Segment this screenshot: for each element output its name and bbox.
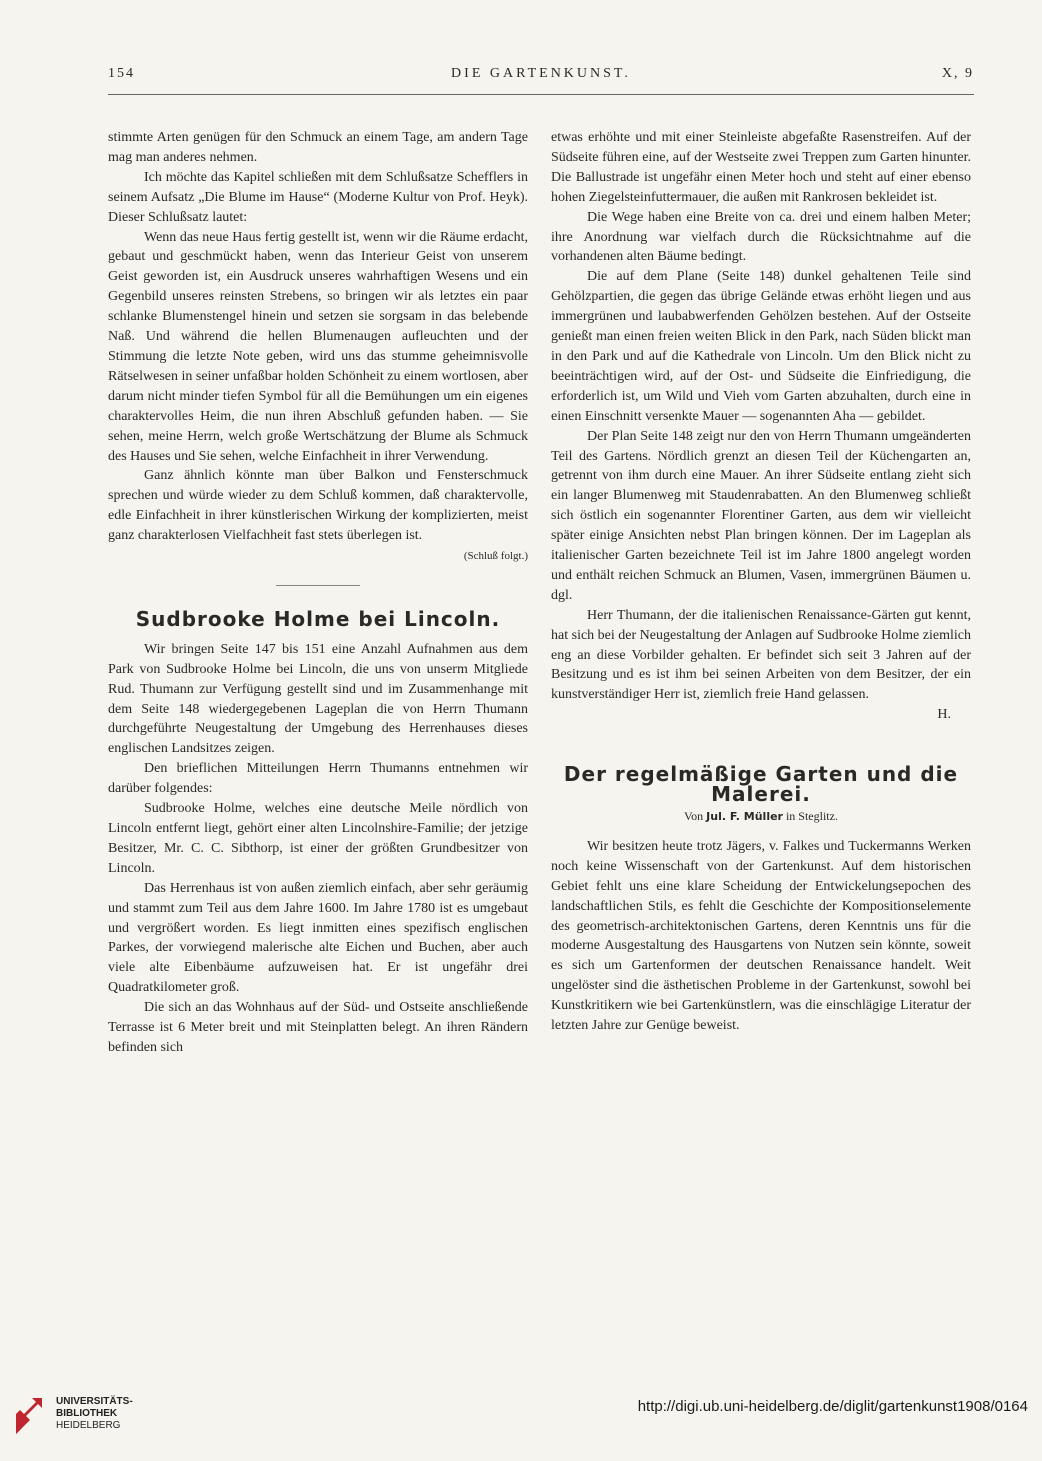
header-rule [108, 94, 974, 95]
logo-line: BIBLIOTHEK [56, 1408, 118, 1419]
paragraph: Die auf dem Plane (Seite 148) dunkel gehaltenen Teile sind Gehölzpartien, die gegen das übrige Gelände etwas erhöht liegen und aus immergrünen und laubabwerfenden Gehölzen bestehen. Auf der Ostseite genießt man einen freien weiten Blick in den Park, nach Süden blickt man in den Park und auf die Kathedrale von Lincoln. Um den Blick nicht zu beeinträchtigen wird, auf der Ost- und Südseite die Einfriedigung, die erforderlich ist, um Wild und Vieh vom Garten abzuhalten, durch eine in einen Einschnitt versenkte Mauer — sogenannten Aha — gebildet. [551, 269, 971, 424]
paragraph: stimmte Arten genügen für den Schmuck an einem Tage, am andern Tage mag man anderes nehmen. [108, 130, 528, 165]
logo-line: HEIDELBERG [56, 1420, 121, 1431]
paragraph: Wir besitzen heute trotz Jägers, v. Falkes und Tuckermanns Werken noch keine Wissenschaft von der Gartenkunst. Auf dem historischen Gebiet fehlt uns eine klare Scheidung der Entwickelungsepochen des landschaftlichen Stils, es fehlt die Geschichte der Kompositionselemente des geometrisch-architektonischen Gartens, deren Kenntnis uns für die moderne Ausgestaltung des Hausgartens von Nutzen sein könnte, soweit es sich um Gartenformen der deutschen Renaissance handelt. Weit ungelöster sind die ästhetischen Probleme in der Gartenkunst, sowohl bei Kunstkritikern wie bei Gartenkünstlern, was die einschlägige Literatur der letzten Jahre zur Genüge beweist. [551, 838, 971, 1034]
byline [551, 807, 971, 827]
page-number: 154 [108, 66, 135, 81]
paragraph: etwas erhöhte und mit einer Steinleiste abgefaßte Rasenstreifen. Auf der Südseite führen eine, auf der Westseite zwei Treppen zum Garten hinunter. Die Ballustrade ist ungefähr einen Meter hoch und steht auf einer ebenso hohen Ziegelsteinfuttermauer, die außen mit Rankrosen bekleidet ist. [551, 130, 971, 205]
volume-number: X, 9 [941, 66, 974, 81]
library-logo [12, 1392, 152, 1442]
article-title: Der regelmäßige Garten und die Malerei. [563, 762, 959, 807]
paragraph: Wir bringen Seite 147 bis 151 eine Anzahl Aufnahmen aus dem Park von Sudbrooke Holme bei Lincoln, die uns von unserm Mitgliede Rud. Thumann zur Verfügung gestellt sind und im Zusammenhange mit dem Seite 148 wiedergegebenen Lageplan die von Herrn Thumann durchgeführte Neugestaltung der Umgebung des Herrenhauses dieses englischen Landsitzes zeigen. [108, 641, 528, 757]
signature-line [551, 705, 971, 725]
paragraph: Der Plan Seite 148 zeigt nur den von Herrn Thumann umgeänderten Teil des Gartens. Nördlich grenzt an diesen Teil der Küchengarten an, getrennt von ihm durch eine Mauer. An ihrer Südseite entlang zieht sich ein langer Blumenweg mit Staudenrabatten. An den Blumenweg schließt sich östlich ein sogenannter Florentiner Garten, aus dem wir vielleicht später einige Ansichten nebst Plan bringen können. Der im Lageplan als italienischer Garten bezeichnete Teil ist im Jahre 1800 angelegt worden und enthält reichen Schmuck an Blumen, Vasen, immergrünen Bäumen u. dgl. [551, 428, 971, 603]
paragraph: Das Herrenhaus ist von außen ziemlich einfach, aber sehr geräumig und stammt zum Teil aus dem Jahre 1600. Im Jahre 1780 ist es umgebaut und vergrößert worden. Es liegt inmitten eines spezifisch englischen Parkes, der vorwiegend malerische alte Eichen und Buchen, aber auch viele alte Eibenbäume aufzuweisen hat. Er ist ungefähr drei Quadratkilometer groß. [108, 880, 528, 996]
byline-suffix: in Steglitz. [785, 809, 838, 823]
paragraph: Herr Thumann, der die italienischen Renaissance-Gärten gut kennt, hat sich bei der Neugestaltung der Anlagen auf Sudbrooke Holme ziemlich eng an diese Vorbilder gehalten. Er befindet sich seit 3 Jahren auf der Besitzung und es ist ihm bei seinen Arbeiten von dem Besitzer, der ein kunstverständiger Herr ist, ziemlich freie Hand gelassen. [551, 607, 971, 703]
library-logo-text [56, 1396, 133, 1432]
paragraph: Die sich an das Wohnhaus auf der Süd- und Ostseite anschließende Terrasse ist 6 Meter breit und mit Steinplatten belegt. An ihren Rändern befinden sich [108, 1000, 528, 1055]
paragraph: Den brieflichen Mitteilungen Herrn Thumanns entnehmen wir darüber folgendes: [108, 761, 528, 797]
continued-note: (Schluß folgt.) [463, 550, 528, 563]
byline-author: Jul. F. Müller [706, 810, 783, 823]
running-title: DIE GARTENKUNST. [451, 66, 631, 81]
paragraph: Sudbrooke Holme, welches eine deutsche Meile nördlich von Lincoln entfernt liegt, gehört einer alten Lincolnshire-Familie; der jetzige Besitzer, Mr. C. C. Sibthorp, ist einer der größten Grundbesitzer von Lincoln. [108, 801, 528, 876]
paragraph: Ganz ähnlich könnte man über Balkon und Fensterschmuck sprechen und würde wieder zu dem Schluß kommen, daß charaktervolle, edle Einfachheit in ihrer künstlerischen Wirkung der komplizierten, meist ganz charakterlosen Vielfachheit fast stets überlegen ist. [108, 468, 528, 544]
source-url[interactable]: http://digi.ub.uni-heidelberg.de/diglit/gartenkunst1908/0164 [637, 1398, 1028, 1415]
article-title: Sudbrooke Holme bei Lincoln. [135, 606, 501, 631]
library-logo-icon [12, 1394, 46, 1438]
author-signature: H. [937, 707, 951, 723]
paragraph: Ich möchte das Kapitel schließen mit dem Schlußsatze Schefflers in seinem Aufsatz „Die Blume im Hause“ (Moderne Kultur von Prof. Heyk). Dieser Schlußsatz lautet: [108, 169, 528, 225]
paragraph: Die Wege haben eine Breite von ca. drei und einem halben Meter; ihre Anordnung war vielfach durch die Rücksichtnahme auf die vorhandenen alten Bäume bedingt. [551, 209, 971, 265]
paragraph: Wenn das neue Haus fertig gestellt ist, wenn wir die Räume erdacht, gebaut und geschmückt haben, wenn das Interieur Geist von unserem Geist geworden ist, ein Ausdruck unseres wahrhaftigen Wesens und ein Gegenbild unseres reinsten Strebens, so bringen wir als letztes ein paar schlanke Blumenstengel hinein und setzen sie sorgsam in das belebende Naß. Und während die hellen Blumenaugen aufleuchten und der Stimmung die letzte Note geben, wird uns das stumme geheimnisvolle Rätselwesen in seiner unfaßbar holden Schönheit zu einem wortlosen, aber darum nicht minder tiefen Symbol für all die Bemühungen um ein eigenes charaktervolles Heim, die nun ihren Abschluß gefunden haben. — Sie sehen, meine Herrn, welch große Wertschätzung der Blume als Schmuck des Hauses und Sie sehen, welche Einfachheit in ihrer Verwendung. [108, 229, 528, 464]
section-divider [276, 585, 360, 586]
logo-line: UNIVERSITÄTS- [56, 1396, 133, 1407]
byline-prefix: Von [684, 809, 704, 823]
left-column [108, 128, 528, 1058]
right-column [551, 128, 971, 1036]
running-header [108, 66, 974, 88]
